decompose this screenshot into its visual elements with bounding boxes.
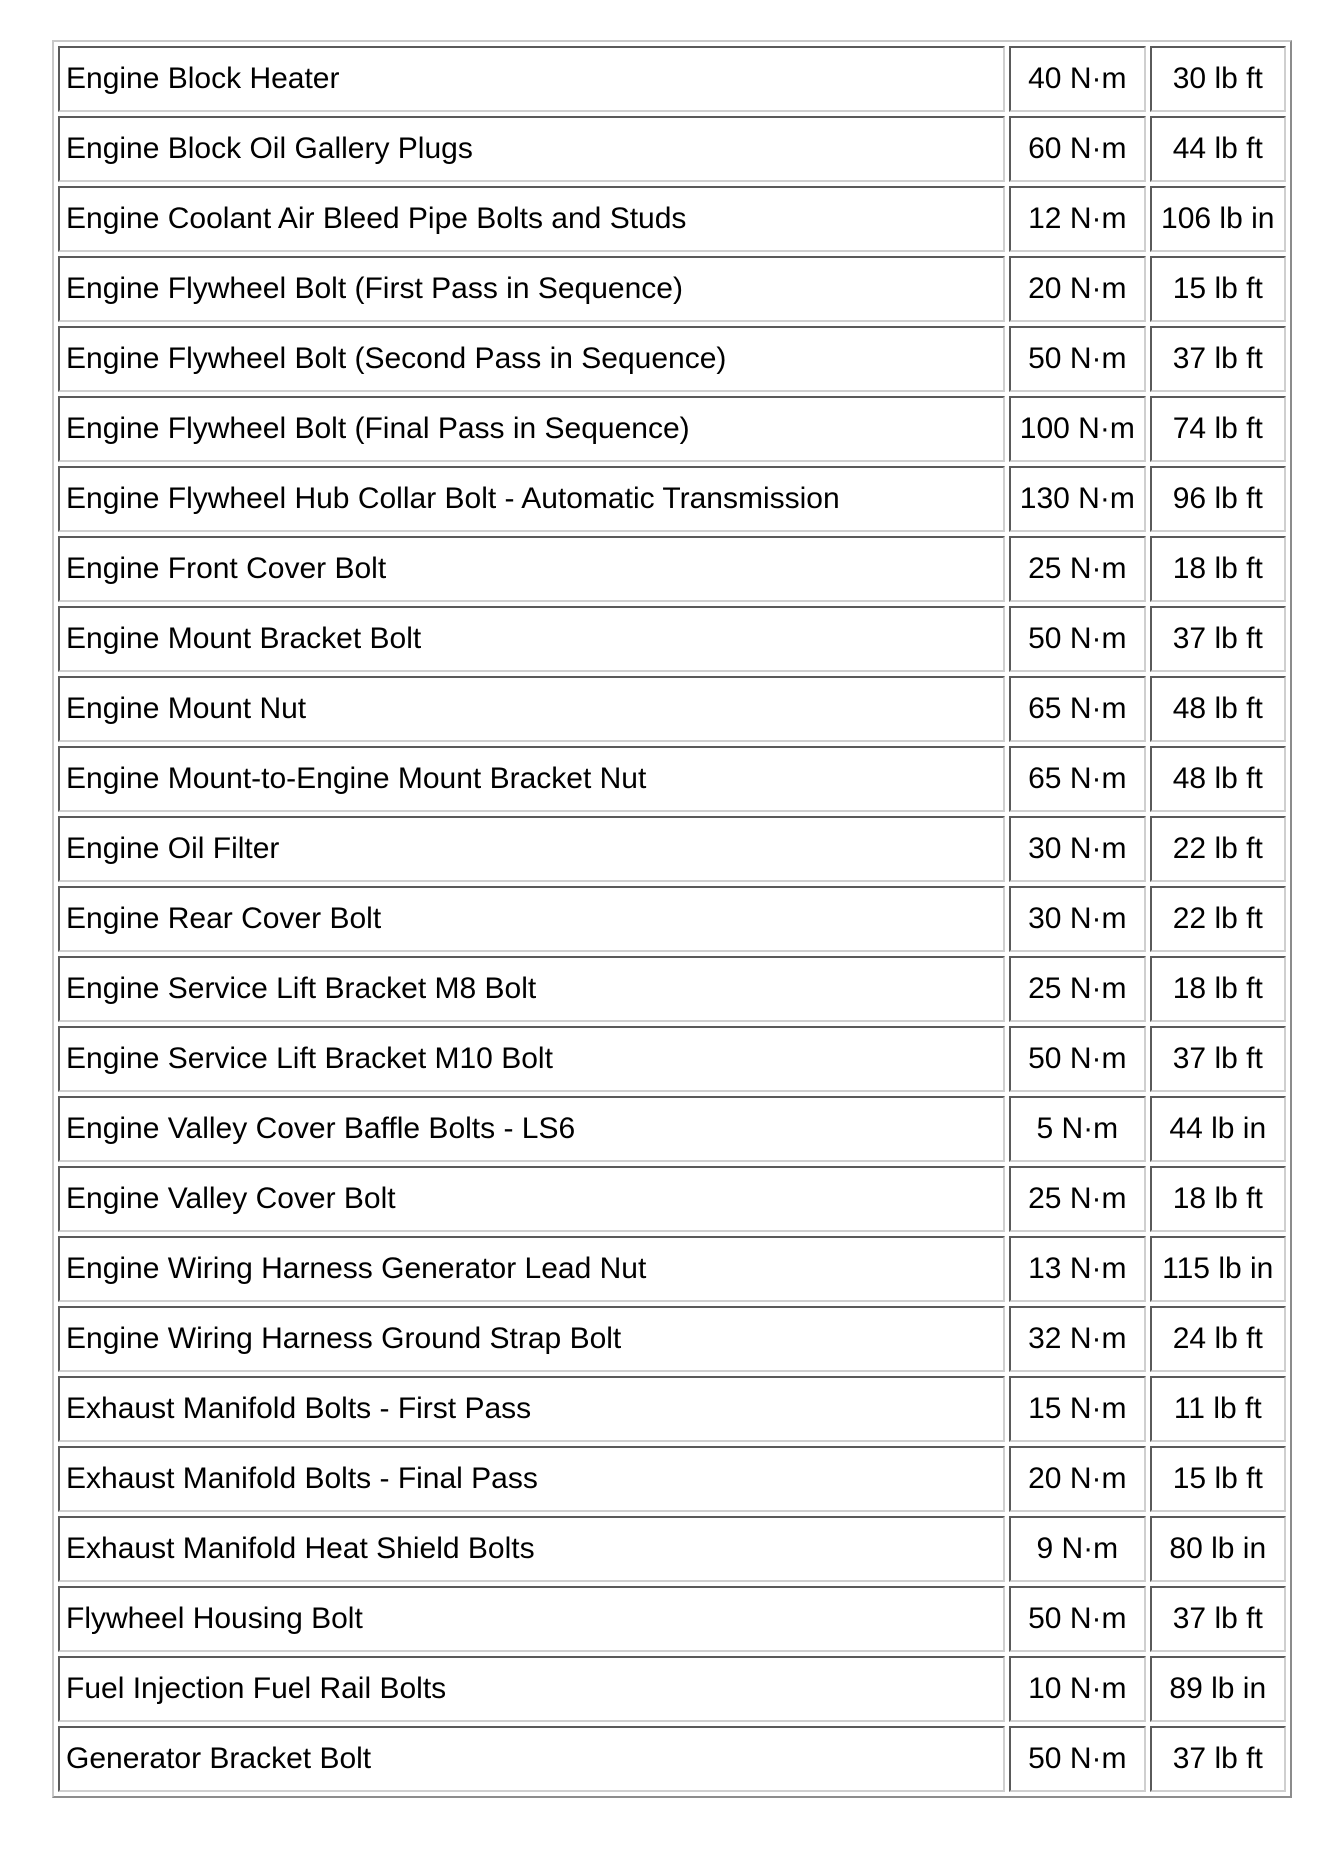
english-torque-value: 24 lb ft: [1150, 1306, 1286, 1372]
english-torque-value: 30 lb ft: [1150, 46, 1286, 112]
table-row: [58, 1166, 1286, 1232]
fastener-description: Engine Valley Cover Baffle Bolts - LS6: [58, 1096, 1005, 1162]
metric-torque-value: 25 N·m: [1009, 956, 1145, 1022]
english-torque-value: 18 lb ft: [1150, 1166, 1286, 1232]
fastener-description: Engine Flywheel Bolt (First Pass in Sequence): [58, 256, 1005, 322]
metric-torque-value: 9 N·m: [1009, 1516, 1145, 1582]
english-torque-value: 48 lb ft: [1150, 676, 1286, 742]
metric-torque-value: 65 N·m: [1009, 746, 1145, 812]
fastener-description: Generator Bracket Bolt: [58, 1726, 1005, 1792]
fastener-description: Engine Coolant Air Bleed Pipe Bolts and Studs: [58, 186, 1005, 252]
fastener-description: Flywheel Housing Bolt: [58, 1586, 1005, 1652]
english-torque-value: 106 lb in: [1150, 186, 1286, 252]
metric-torque-value: 100 N·m: [1009, 396, 1145, 462]
english-torque-value: 22 lb ft: [1150, 816, 1286, 882]
table-row: [58, 676, 1286, 742]
english-torque-value: 89 lb in: [1150, 1656, 1286, 1722]
english-torque-value: 74 lb ft: [1150, 396, 1286, 462]
english-torque-value: 15 lb ft: [1150, 256, 1286, 322]
table-row: [58, 186, 1286, 252]
fastener-torque-table: [52, 40, 1292, 1798]
english-torque-value: 37 lb ft: [1150, 326, 1286, 392]
fastener-description: Engine Flywheel Hub Collar Bolt - Automatic Transmission: [58, 466, 1005, 532]
table-row: [58, 1236, 1286, 1302]
fastener-description: Engine Oil Filter: [58, 816, 1005, 882]
table-row: [58, 1446, 1286, 1512]
fastener-description: Engine Service Lift Bracket M10 Bolt: [58, 1026, 1005, 1092]
table-row: [58, 1586, 1286, 1652]
fastener-description: Exhaust Manifold Heat Shield Bolts: [58, 1516, 1005, 1582]
fastener-description: Engine Flywheel Bolt (Final Pass in Sequence): [58, 396, 1005, 462]
english-torque-value: 11 lb ft: [1150, 1376, 1286, 1442]
english-torque-value: 15 lb ft: [1150, 1446, 1286, 1512]
english-torque-value: 80 lb in: [1150, 1516, 1286, 1582]
table-body: [58, 46, 1286, 1792]
table-row: [58, 816, 1286, 882]
table-row: [58, 746, 1286, 812]
english-torque-value: 37 lb ft: [1150, 1586, 1286, 1652]
fastener-description: Engine Block Oil Gallery Plugs: [58, 116, 1005, 182]
metric-torque-value: 30 N·m: [1009, 886, 1145, 952]
table-row: [58, 1726, 1286, 1792]
table-row: [58, 326, 1286, 392]
fastener-description: Engine Mount Bracket Bolt: [58, 606, 1005, 672]
document-page: [52, 40, 1292, 1798]
table-row: [58, 1516, 1286, 1582]
metric-torque-value: 12 N·m: [1009, 186, 1145, 252]
english-torque-value: 48 lb ft: [1150, 746, 1286, 812]
table-row: [58, 1096, 1286, 1162]
english-torque-value: 37 lb ft: [1150, 1026, 1286, 1092]
english-torque-value: 44 lb ft: [1150, 116, 1286, 182]
fastener-description: Engine Rear Cover Bolt: [58, 886, 1005, 952]
table-row: [58, 1026, 1286, 1092]
metric-torque-value: 20 N·m: [1009, 256, 1145, 322]
fastener-description: Engine Flywheel Bolt (Second Pass in Sequence): [58, 326, 1005, 392]
fastener-description: Engine Service Lift Bracket M8 Bolt: [58, 956, 1005, 1022]
fastener-description: Engine Wiring Harness Generator Lead Nut: [58, 1236, 1005, 1302]
table-row: [58, 1376, 1286, 1442]
fastener-description: Engine Valley Cover Bolt: [58, 1166, 1005, 1232]
metric-torque-value: 15 N·m: [1009, 1376, 1145, 1442]
english-torque-value: 115 lb in: [1150, 1236, 1286, 1302]
metric-torque-value: 60 N·m: [1009, 116, 1145, 182]
table-row: [58, 396, 1286, 462]
table-row: [58, 46, 1286, 112]
metric-torque-value: 50 N·m: [1009, 1586, 1145, 1652]
metric-torque-value: 130 N·m: [1009, 466, 1145, 532]
english-torque-value: 22 lb ft: [1150, 886, 1286, 952]
fastener-description: Engine Front Cover Bolt: [58, 536, 1005, 602]
metric-torque-value: 50 N·m: [1009, 1726, 1145, 1792]
metric-torque-value: 65 N·m: [1009, 676, 1145, 742]
metric-torque-value: 30 N·m: [1009, 816, 1145, 882]
english-torque-value: 37 lb ft: [1150, 1726, 1286, 1792]
fastener-description: Engine Mount Nut: [58, 676, 1005, 742]
table-row: [58, 466, 1286, 532]
table-row: [58, 1306, 1286, 1372]
metric-torque-value: 5 N·m: [1009, 1096, 1145, 1162]
english-torque-value: 37 lb ft: [1150, 606, 1286, 672]
english-torque-value: 44 lb in: [1150, 1096, 1286, 1162]
table-row: [58, 536, 1286, 602]
fastener-description: Fuel Injection Fuel Rail Bolts: [58, 1656, 1005, 1722]
metric-torque-value: 50 N·m: [1009, 326, 1145, 392]
metric-torque-value: 50 N·m: [1009, 1026, 1145, 1092]
fastener-description: Engine Block Heater: [58, 46, 1005, 112]
table-row: [58, 1656, 1286, 1722]
metric-torque-value: 50 N·m: [1009, 606, 1145, 672]
metric-torque-value: 25 N·m: [1009, 536, 1145, 602]
metric-torque-value: 40 N·m: [1009, 46, 1145, 112]
english-torque-value: 18 lb ft: [1150, 956, 1286, 1022]
table-row: [58, 116, 1286, 182]
metric-torque-value: 32 N·m: [1009, 1306, 1145, 1372]
english-torque-value: 96 lb ft: [1150, 466, 1286, 532]
metric-torque-value: 10 N·m: [1009, 1656, 1145, 1722]
fastener-description: Exhaust Manifold Bolts - Final Pass: [58, 1446, 1005, 1512]
table-row: [58, 606, 1286, 672]
table-row: [58, 956, 1286, 1022]
table-row: [58, 256, 1286, 322]
fastener-description: Engine Mount-to-Engine Mount Bracket Nut: [58, 746, 1005, 812]
english-torque-value: 18 lb ft: [1150, 536, 1286, 602]
fastener-description: Engine Wiring Harness Ground Strap Bolt: [58, 1306, 1005, 1372]
fastener-description: Exhaust Manifold Bolts - First Pass: [58, 1376, 1005, 1442]
metric-torque-value: 13 N·m: [1009, 1236, 1145, 1302]
metric-torque-value: 20 N·m: [1009, 1446, 1145, 1512]
table-row: [58, 886, 1286, 952]
metric-torque-value: 25 N·m: [1009, 1166, 1145, 1232]
